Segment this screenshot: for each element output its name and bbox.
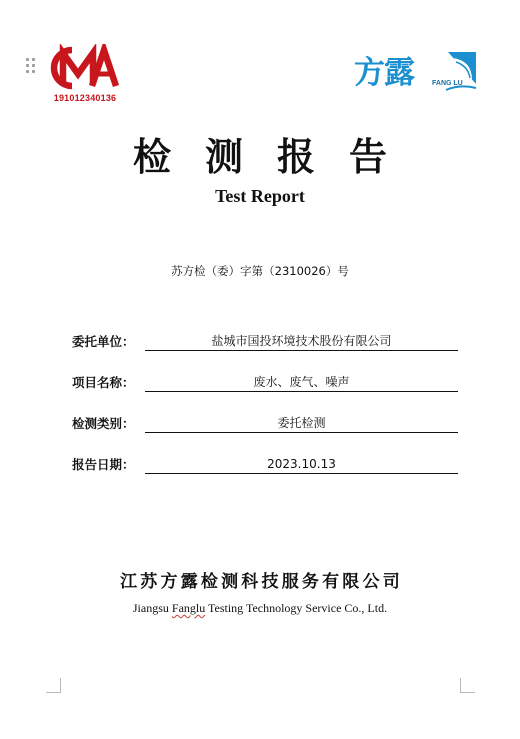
drag-handle-icon[interactable] [26,58,36,76]
company-name-cn: 江苏方露检测科技服务有限公司 [120,572,403,592]
fanglu-logo-text: 方露 [354,55,414,91]
field-label: 委托单位： [72,334,135,349]
field-value[interactable]: 2023.10.13 [145,456,458,474]
field-value[interactable]: 委托检测 [145,415,458,433]
fanglu-leaf-icon [442,50,478,92]
field-value[interactable]: 废水、废气、噪声 [145,374,458,392]
field-label: 报告日期： [72,457,135,472]
report-title-cn: 检测报告 [132,134,421,179]
field-project-name [72,374,458,392]
company-name-en-prefix: Jiangsu [132,601,172,615]
field-test-category [72,415,458,433]
field-label: 项目名称： [72,375,135,390]
report-number: 苏方检（委）字第（2310026）号 [171,264,349,278]
field-value[interactable]: 盐城市国投环境技术股份有限公司 [145,333,458,351]
cma-seal-icon [48,44,122,106]
report-title-en: Test Report [215,186,305,206]
cma-certificate-number: 191012340136 [53,93,117,103]
page-corner-mark-right [460,678,475,693]
field-label: 检测类别： [72,416,135,431]
fanglu-logo [350,48,478,100]
page-corner-mark-left [46,678,61,693]
field-report-date [72,456,458,474]
field-client [72,333,458,351]
fanglu-logo-en-text: FANG LU [432,80,463,87]
company-name-en [0,601,520,616]
company-name-en-suffix: Testing Technology Service Co., Ltd. [205,601,388,615]
spellcheck-word[interactable]: Fanglu [171,601,206,615]
